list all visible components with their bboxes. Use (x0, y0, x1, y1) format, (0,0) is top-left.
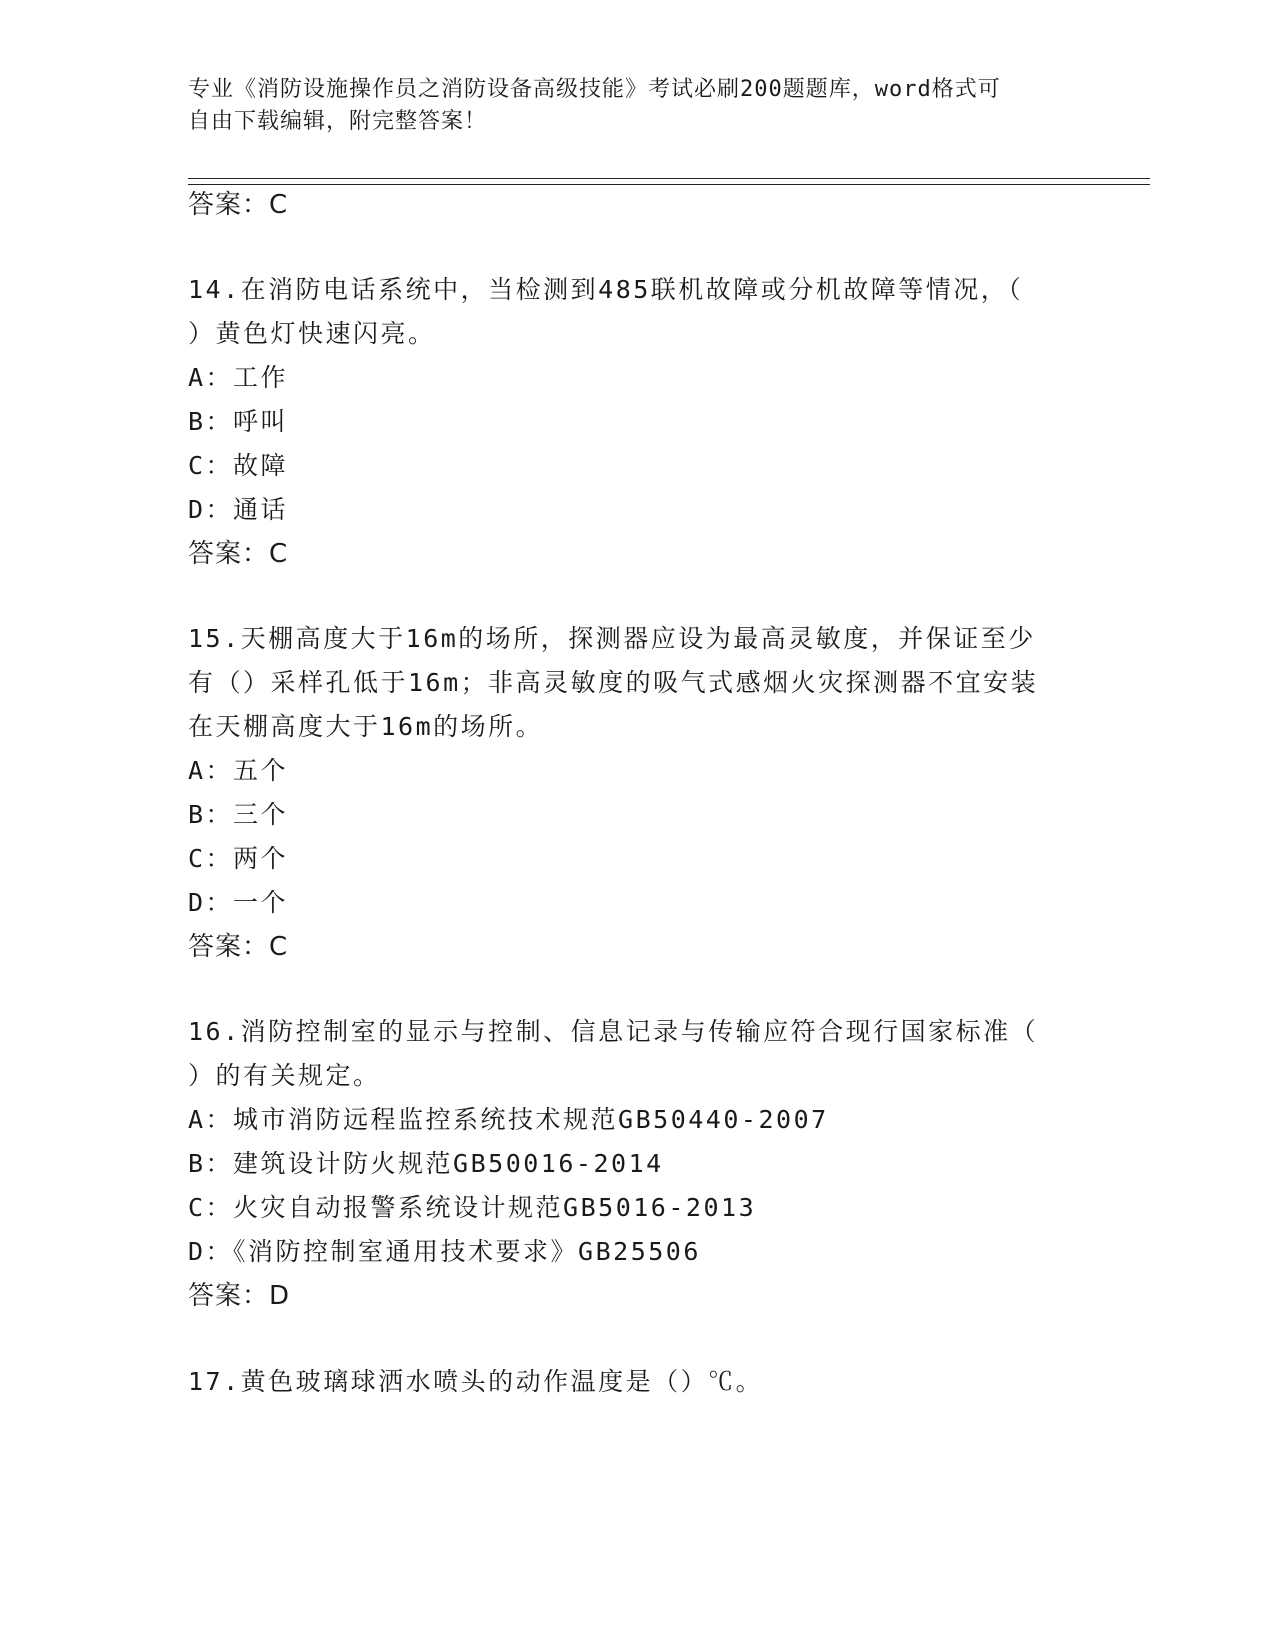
header-rule-bottom (188, 184, 1150, 185)
q16-stem-line-2: ）的有关规定。 (188, 1061, 381, 1090)
q15-stem-line-3: 在天棚高度大于16m的场所。 (188, 712, 544, 741)
q14-stem-line-1: 14.在消防电话系统中，当检测到485联机故障或分机故障等情况，（ (188, 275, 1024, 304)
header-line-1: 专业《消防设施操作员之消防设备高级技能》考试必刷200题题库，word格式可 (188, 77, 1001, 102)
q15-option-d: D：一个 (188, 888, 289, 917)
q14-option-a: A：工作 (188, 363, 289, 392)
q16-stem-line-1: 16.消防控制室的显示与控制、信息记录与传输应符合现行国家标准（ (188, 1017, 1039, 1046)
q16-option-c: C：火灾自动报警系统设计规范GB5016-2013 (188, 1193, 757, 1222)
q14-stem-line-2: ）黄色灯快速闪亮。 (188, 319, 436, 348)
header-rule-top (188, 178, 1150, 179)
q16-option-b: B：建筑设计防火规范GB50016-2014 (188, 1149, 664, 1178)
q15-stem-line-2: 有（）采样孔低于16m；非高灵敏度的吸气式感烟火灾探测器不宜安装 (188, 668, 1039, 697)
q15-option-a: A：五个 (188, 756, 289, 785)
header-line-2: 自由下载编辑，附完整答案！ (188, 109, 488, 134)
q15-option-b: B：三个 (188, 800, 289, 829)
page-header (188, 74, 1068, 138)
q15-stem-line-1: 15.天棚高度大于16m的场所，探测器应设为最高灵敏度，并保证至少 (188, 624, 1036, 653)
q15-answer: 答案：C (188, 932, 289, 962)
q14-option-d: D：通话 (188, 495, 289, 524)
q14-answer: 答案：C (188, 539, 289, 569)
q16-option-d: D：《消防控制室通用技术要求》GB25506 (188, 1237, 701, 1266)
q14-option-b: B：呼叫 (188, 407, 289, 436)
q16-option-a: A：城市消防远程监控系统技术规范GB50440-2007 (188, 1105, 829, 1134)
q14-option-c: C：故障 (188, 451, 289, 480)
q15-option-c: C：两个 (188, 844, 289, 873)
q17-stem-line-1: 17.黄色玻璃球洒水喷头的动作温度是（）℃。 (188, 1367, 764, 1396)
q13-answer: 答案：C (188, 190, 289, 220)
q16-answer: 答案：D (188, 1281, 291, 1311)
